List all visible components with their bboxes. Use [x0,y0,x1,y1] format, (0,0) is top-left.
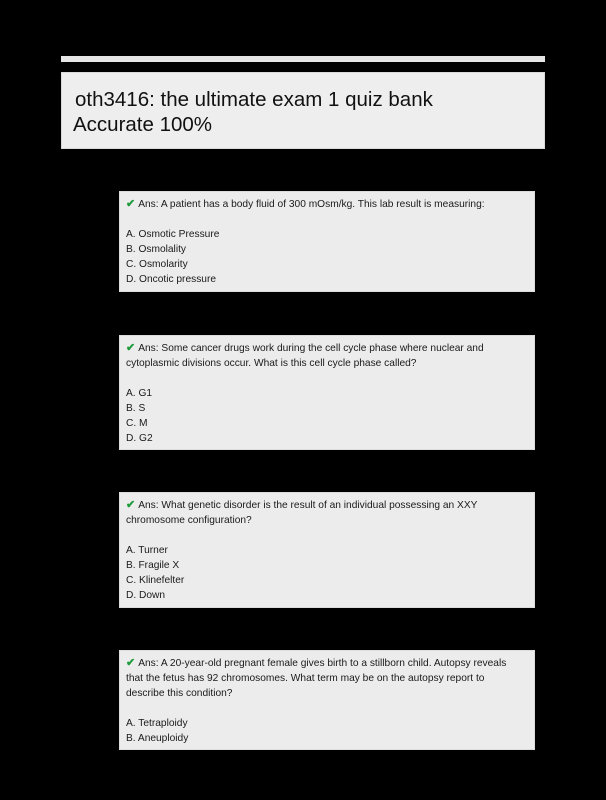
checkmark-icon: ✔ [126,499,136,511]
answer-option[interactable]: A. Turner [126,545,168,556]
question-card-2 [119,335,535,450]
checkmark-icon: ✔ [126,342,136,354]
document-title-box [61,72,545,149]
question-card-1 [119,191,535,292]
answer-option[interactable]: B. Fragile X [126,560,180,571]
answer-option[interactable]: B. S [126,403,146,414]
question-text: ✔ Ans: What genetic disorder is the result of an individual possessing an XXY [126,499,478,511]
question-text: ✔ Ans: A 20-year-old pregnant female gives birth to a stillborn child. Autopsy reveals [126,657,507,669]
answer-option[interactable]: A. Osmotic Pressure [126,229,220,240]
answer-option[interactable]: A. Tetraploidy [126,718,188,729]
question-text: ✔ Ans: Some cancer drugs work during the cell cycle phase where nuclear and [126,342,484,354]
question-card-4 [119,650,535,750]
answer-option[interactable]: B. Osmolality [126,244,187,255]
question-text-continued: chromosome configuration? [126,515,252,526]
question-text-continued: that the fetus has 92 chromosomes. What term may be on the autopsy report to [126,673,485,684]
answer-option[interactable]: C. Klinefelter [126,575,185,586]
question-card-3 [119,492,535,608]
checkmark-icon: ✔ [126,657,136,669]
answer-option[interactable]: D. Down [126,590,166,601]
answer-option[interactable]: C. M [126,418,148,429]
question-text-continued: cytoplasmic divisions occur. What is this cell cycle phase called? [126,358,417,369]
document-title: oth3416: the ultimate exam 1 quiz bank [75,88,433,111]
answer-option[interactable]: A. G1 [126,388,153,399]
checkmark-icon: ✔ [126,198,136,210]
document-subtitle: Accurate 100% [73,113,213,136]
top-divider [61,56,545,62]
answer-option[interactable]: D. Oncotic pressure [126,274,217,285]
question-text-continued: describe this condition? [126,688,233,699]
answer-option[interactable]: D. G2 [126,433,153,444]
answer-option[interactable]: B. Aneuploidy [126,733,189,744]
question-text: ✔ Ans: A patient has a body fluid of 300 mOsm/kg. This lab result is measuring: [126,198,485,210]
answer-option[interactable]: C. Osmolarity [126,259,188,270]
